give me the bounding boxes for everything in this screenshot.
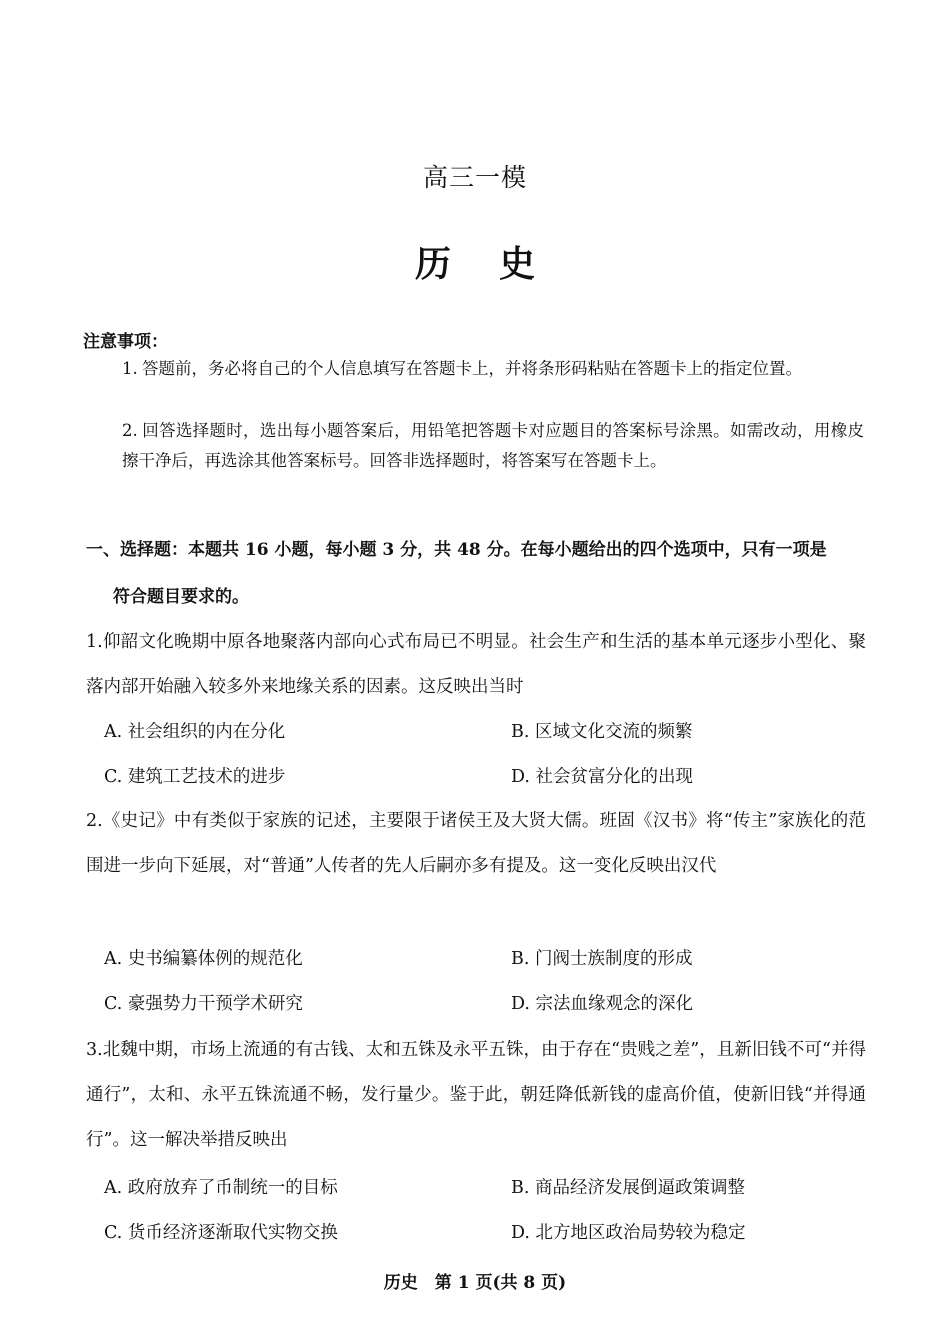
question-2-option-c: C. 豪强势力干预学术研究 bbox=[104, 994, 303, 1014]
note-item-1 bbox=[122, 354, 864, 384]
question-1-option-c: C. 建筑工艺技术的进步 bbox=[104, 767, 286, 787]
note-item-2 bbox=[122, 416, 864, 476]
question-2-option-d: D. 宗法血缘观念的深化 bbox=[511, 994, 694, 1014]
question-3-option-d: D. 北方地区政治局势较为稳定 bbox=[511, 1223, 746, 1243]
title-char-1: 历 bbox=[414, 243, 451, 285]
note-number: 2. bbox=[122, 421, 138, 440]
question-2-option-a: A. 史书编纂体例的规范化 bbox=[104, 949, 303, 969]
question-1-stem: 1.仰韶文化晚期中原各地聚落内部向心式布局已不明显。社会生产和生活的基本单元逐步小型化、聚落内部开始融入较多外来地缘关系的因素。这反映出当时 bbox=[86, 632, 866, 697]
note-text: 回答选择题时，选出每小题答案后，用铅笔把答题卡对应题目的答案标号涂黑。如需改动，用橡皮擦干净后，再选涂其他答案标号。回答非选择题时，将答案写在答题卡上。 bbox=[122, 421, 864, 470]
exam-title bbox=[0, 236, 950, 287]
question-3-option-b: B. 商品经济发展倒逼政策调整 bbox=[511, 1178, 745, 1198]
question-3-stem: 3.北魏中期，市场上流通的有古钱、太和五铢及永平五铢，由于存在“贵贱之差”，且新旧钱不可“并得通行”，太和、永平五铢流通不畅，发行量少。鉴于此，朝廷降低新钱的虚高价值，使新旧钱“并得通行”。这一解决举措反映出 bbox=[86, 1040, 866, 1150]
question-3-option-c: C. 货币经济逐渐取代实物交换 bbox=[104, 1223, 338, 1243]
question-3-option-a: A. 政府放弃了币制统一的目标 bbox=[104, 1178, 338, 1198]
section-heading-line-2: 符合题目要求的。 bbox=[113, 587, 249, 607]
page-footer: 历史 第 1 页(共 8 页) bbox=[383, 1273, 567, 1293]
question-1-option-b: B. 区域文化交流的频繁 bbox=[511, 722, 693, 742]
exam-subtitle: 高三一模 bbox=[422, 163, 527, 192]
question-1-option-d: D. 社会贫富分化的出现 bbox=[511, 767, 694, 787]
notes-heading: 注意事项： bbox=[83, 332, 168, 352]
section-heading-line-1: 一、选择题：本题共 16 小题，每小题 3 分，共 48 分。在每小题给出的四个选项中，只有一项是 bbox=[86, 540, 827, 560]
note-number: 1. bbox=[122, 359, 138, 378]
note-text: 答题前，务必将自己的个人信息填写在答题卡上，并将条形码粘贴在答题卡上的指定位置。 bbox=[142, 359, 802, 378]
question-2-option-b: B. 门阀士族制度的形成 bbox=[511, 949, 693, 969]
title-char-2: 史 bbox=[499, 243, 536, 285]
question-1-option-a: A. 社会组织的内在分化 bbox=[104, 722, 286, 742]
question-2-stem: 2.《史记》中有类似于家族的记述，主要限于诸侯王及大贤大儒。班固《汉书》将“传主”家族化的范围进一步向下延展，对“普通”人传者的先人后嗣亦多有提及。这一变化反映出汉代 bbox=[86, 811, 866, 876]
